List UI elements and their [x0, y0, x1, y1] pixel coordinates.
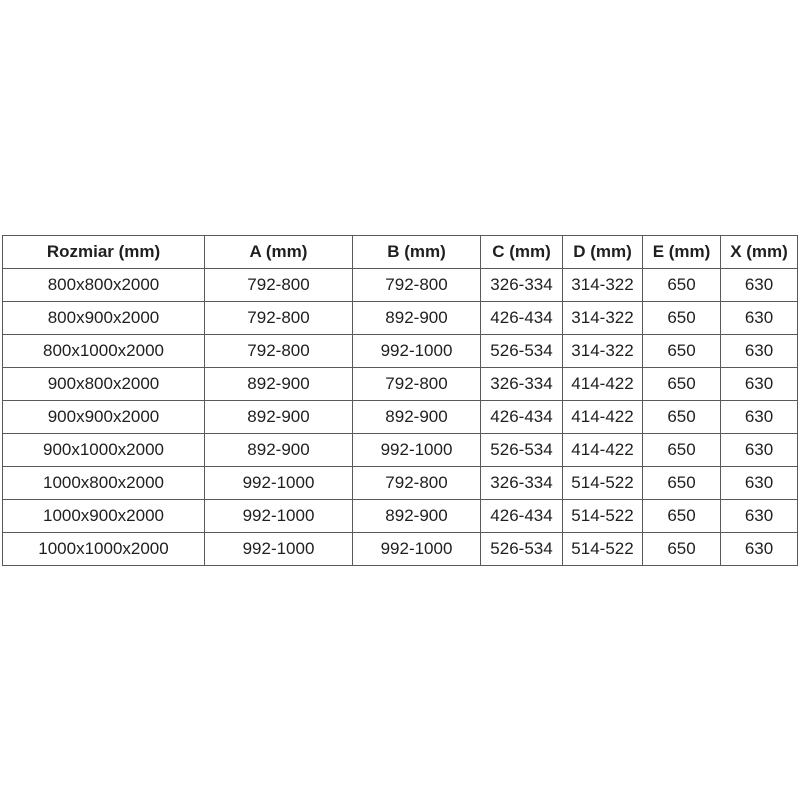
table-cell: 792-800 — [205, 302, 353, 335]
table-cell: 650 — [643, 401, 721, 434]
table-cell: 900x800x2000 — [3, 368, 205, 401]
table-cell: 526-534 — [481, 434, 563, 467]
table-cell: 892-900 — [205, 401, 353, 434]
table-row — [3, 467, 798, 500]
table-cell: 630 — [721, 533, 798, 566]
table-cell: 800x900x2000 — [3, 302, 205, 335]
table-cell: 650 — [643, 368, 721, 401]
table-cell: 992-1000 — [205, 533, 353, 566]
table-row — [3, 335, 798, 368]
table-cell: 650 — [643, 269, 721, 302]
table-cell: 314-322 — [563, 302, 643, 335]
column-header: B (mm) — [353, 236, 481, 269]
table-cell: 426-434 — [481, 302, 563, 335]
table-cell: 992-1000 — [353, 533, 481, 566]
table-cell: 992-1000 — [205, 467, 353, 500]
table-cell: 992-1000 — [205, 500, 353, 533]
column-header: A (mm) — [205, 236, 353, 269]
table-row — [3, 401, 798, 434]
table-cell: 326-334 — [481, 368, 563, 401]
table-row — [3, 368, 798, 401]
table-cell: 326-334 — [481, 467, 563, 500]
table-cell: 314-322 — [563, 335, 643, 368]
column-header: E (mm) — [643, 236, 721, 269]
table-cell: 514-522 — [563, 467, 643, 500]
table-cell: 1000x900x2000 — [3, 500, 205, 533]
table-row — [3, 434, 798, 467]
table-cell: 414-422 — [563, 401, 643, 434]
table-row — [3, 302, 798, 335]
column-header: C (mm) — [481, 236, 563, 269]
table-row — [3, 533, 798, 566]
table-cell: 792-800 — [353, 269, 481, 302]
table-cell: 900x1000x2000 — [3, 434, 205, 467]
table-cell: 892-900 — [353, 302, 481, 335]
table-row — [3, 500, 798, 533]
table-cell: 630 — [721, 302, 798, 335]
table-cell: 650 — [643, 302, 721, 335]
column-header: X (mm) — [721, 236, 798, 269]
table-cell: 800x800x2000 — [3, 269, 205, 302]
table-cell: 326-334 — [481, 269, 563, 302]
table-cell: 800x1000x2000 — [3, 335, 205, 368]
table-cell: 1000x1000x2000 — [3, 533, 205, 566]
table-cell: 414-422 — [563, 368, 643, 401]
table-cell: 314-322 — [563, 269, 643, 302]
table-cell: 892-900 — [353, 500, 481, 533]
column-header: Rozmiar (mm) — [3, 236, 205, 269]
table-cell: 892-900 — [353, 401, 481, 434]
table-cell: 630 — [721, 434, 798, 467]
table-cell: 630 — [721, 269, 798, 302]
table-cell: 514-522 — [563, 533, 643, 566]
table-cell: 514-522 — [563, 500, 643, 533]
table-cell: 630 — [721, 500, 798, 533]
table-cell: 792-800 — [353, 467, 481, 500]
table-cell: 426-434 — [481, 500, 563, 533]
table-cell: 1000x800x2000 — [3, 467, 205, 500]
table-cell: 650 — [643, 335, 721, 368]
table-cell: 992-1000 — [353, 335, 481, 368]
table-cell: 526-534 — [481, 533, 563, 566]
table-cell: 630 — [721, 401, 798, 434]
table-cell: 792-800 — [205, 335, 353, 368]
table-cell: 892-900 — [205, 434, 353, 467]
table-cell: 792-800 — [353, 368, 481, 401]
table-cell: 650 — [643, 500, 721, 533]
table-cell: 630 — [721, 467, 798, 500]
table-cell: 630 — [721, 335, 798, 368]
table-cell: 892-900 — [205, 368, 353, 401]
table-cell: 650 — [643, 467, 721, 500]
table-cell: 650 — [643, 533, 721, 566]
table-cell: 992-1000 — [353, 434, 481, 467]
table-cell: 414-422 — [563, 434, 643, 467]
table-cell: 900x900x2000 — [3, 401, 205, 434]
header-row — [3, 236, 798, 269]
table-cell: 650 — [643, 434, 721, 467]
column-header: D (mm) — [563, 236, 643, 269]
table-cell: 792-800 — [205, 269, 353, 302]
dimensions-table — [2, 235, 798, 566]
table-body — [3, 269, 798, 566]
table-header — [3, 236, 798, 269]
table-cell: 630 — [721, 368, 798, 401]
table-cell: 526-534 — [481, 335, 563, 368]
table-row — [3, 269, 798, 302]
table-cell: 426-434 — [481, 401, 563, 434]
